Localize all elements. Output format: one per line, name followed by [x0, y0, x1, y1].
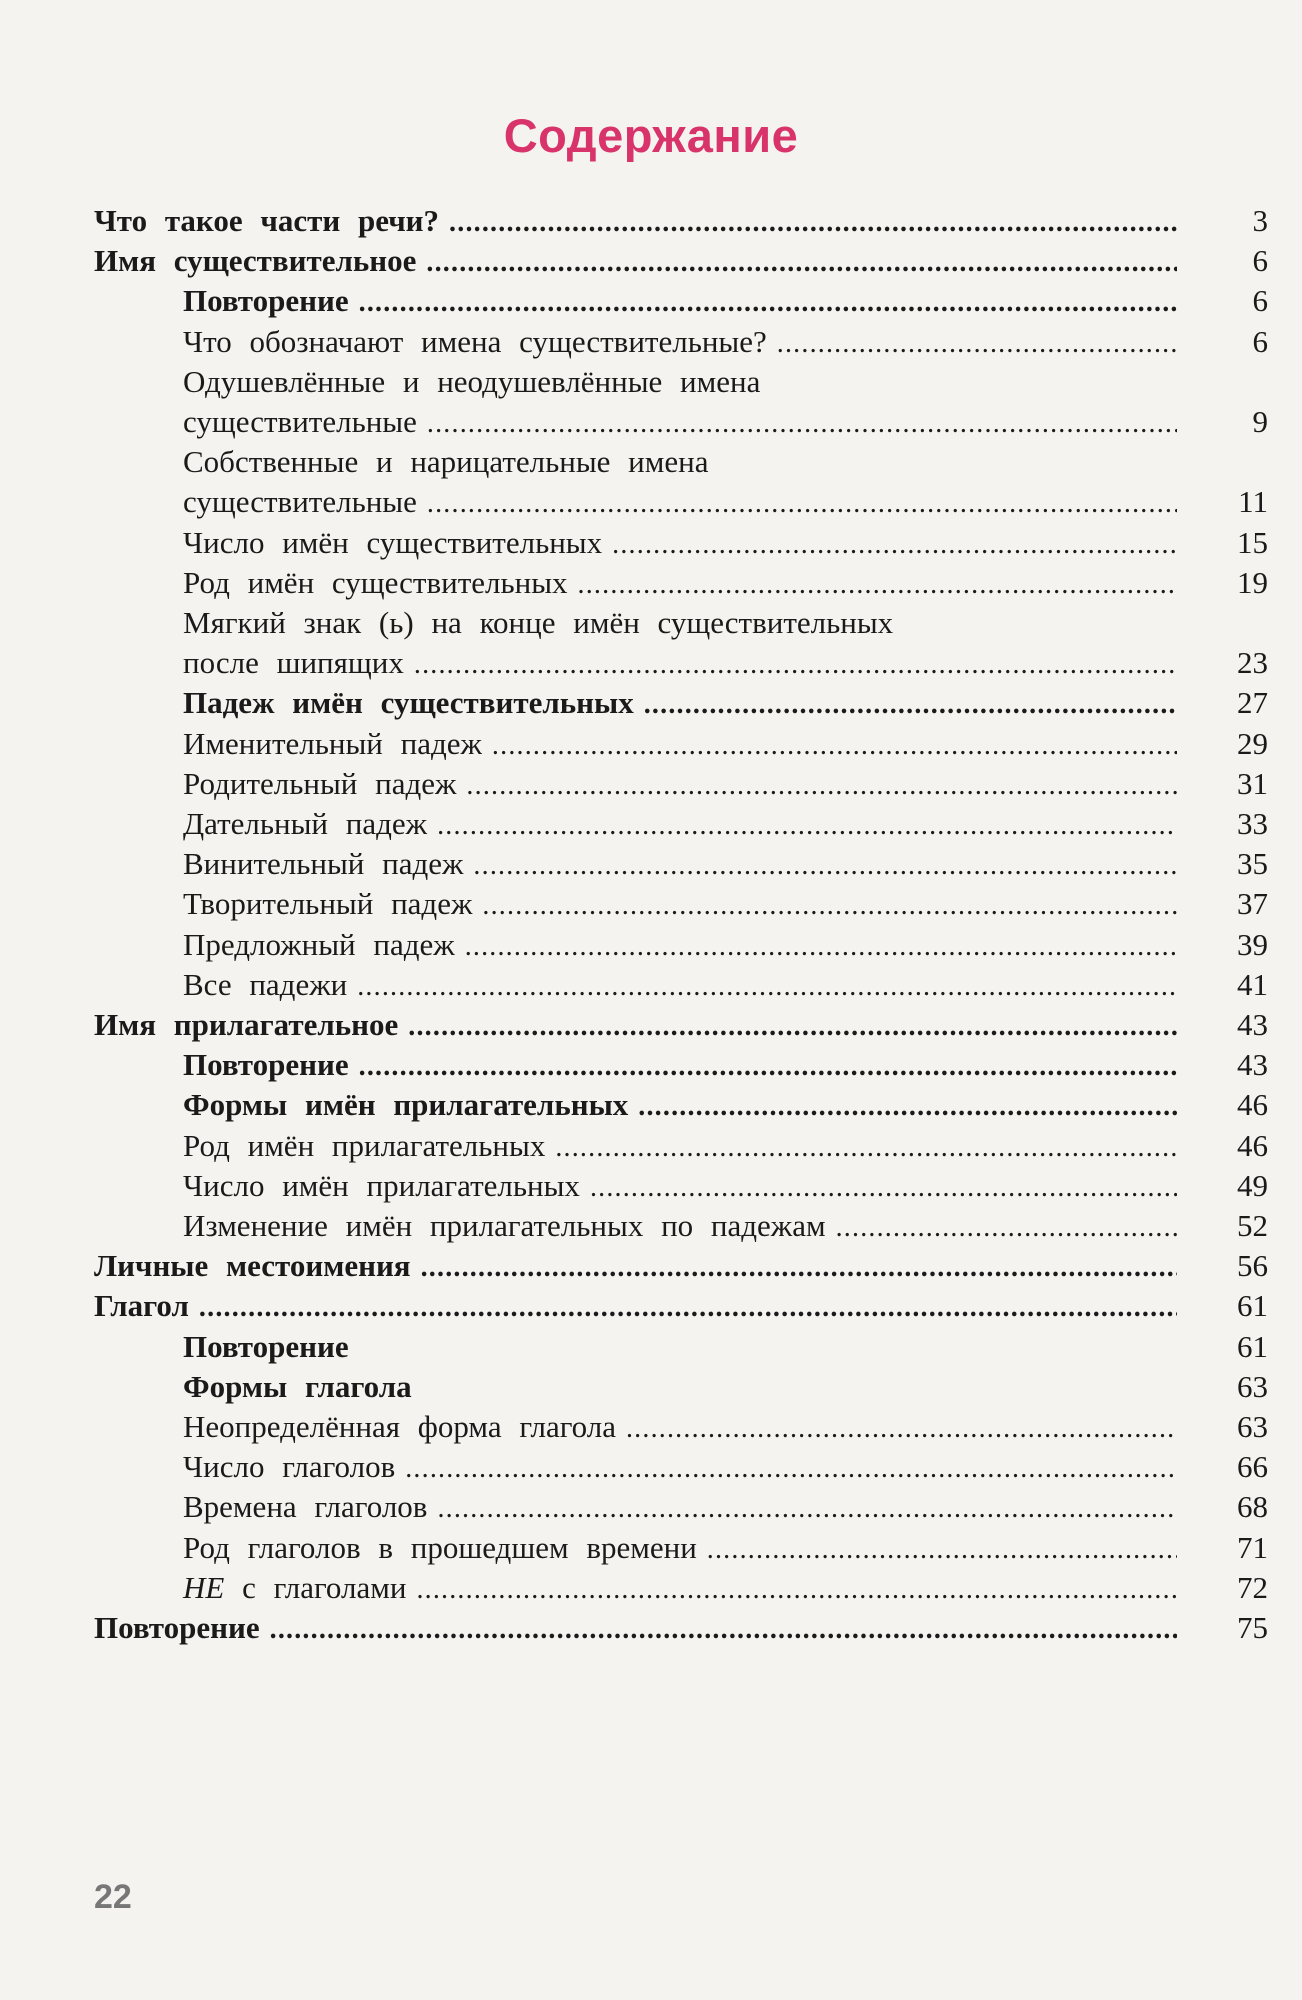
toc-entry-title: Предложный падеж [183, 926, 455, 962]
toc-entry [183, 966, 1268, 1005]
toc-dot-leader [466, 768, 1177, 804]
toc-entry-title: Род имён существительных [183, 564, 568, 600]
toc-entry-title: Неопределённая форма глагола [183, 1409, 616, 1444]
toc-entry-title: Повторение [183, 1328, 349, 1364]
toc-entry-title: Глагол [94, 1288, 189, 1324]
toc-entry [183, 1127, 1268, 1166]
toc-entry [183, 1449, 1268, 1487]
toc-entry [183, 926, 1268, 965]
toc-page-number: 63 [1237, 1409, 1268, 1444]
toc-page-number: 6 [1252, 283, 1268, 319]
toc-entry [183, 323, 1268, 362]
toc-entry-title: Мягкий знак (ь) на конце имён существительных [183, 605, 894, 640]
toc-page-number: 61 [1237, 1288, 1268, 1324]
toc-page-number: 33 [1237, 806, 1268, 841]
toc-dot-leader [427, 406, 1177, 442]
toc-entry [183, 1409, 1268, 1447]
toc-dot-leader [777, 326, 1177, 362]
toc-dot-leader [357, 969, 1177, 1005]
toc-entry [183, 645, 1268, 683]
toc-entry-title-italic: НЕ [183, 1569, 225, 1605]
toc-dot-leader [638, 1089, 1177, 1125]
toc-page-number: 41 [1237, 966, 1268, 1002]
toc-entry-title: Падеж имён существительных [183, 685, 634, 721]
toc-entry [183, 1047, 1268, 1085]
toc-page-number: 75 [1237, 1610, 1268, 1645]
toc-page-number: 15 [1237, 524, 1268, 560]
toc-entry-title: Повторение [183, 1047, 349, 1083]
toc-entry [183, 765, 1268, 804]
toc-dot-leader [405, 1451, 1177, 1487]
toc-entry [94, 203, 1268, 241]
toc-dot-leader [421, 1250, 1177, 1286]
toc-entry [183, 1167, 1268, 1206]
toc-dot-leader [590, 1170, 1177, 1206]
toc-page-number: 23 [1237, 645, 1268, 681]
toc-entry-title: Времена глаголов [183, 1489, 428, 1525]
toc-entry-title: Повторение [183, 283, 349, 319]
toc-entry [94, 1007, 1268, 1045]
toc-page-number: 46 [1237, 1127, 1268, 1163]
toc-entry-title: Все падежи [183, 966, 348, 1002]
toc-dot-leader [473, 848, 1177, 884]
toc-page-number: 3 [1252, 203, 1268, 238]
toc-entry-title: Число глаголов [183, 1449, 396, 1485]
toc-dot-leader [359, 285, 1177, 321]
toc-page-number: 49 [1237, 1167, 1268, 1203]
page-number: 22 [94, 1878, 132, 1916]
toc-dot-leader [555, 1130, 1177, 1166]
toc-dot-leader [359, 1049, 1177, 1085]
toc-page-number: 31 [1237, 765, 1268, 801]
toc-entry [94, 243, 1268, 281]
toc-dot-leader [482, 888, 1177, 924]
toc-dot-leader [449, 205, 1177, 241]
toc-dot-leader [578, 567, 1177, 603]
toc-dot-leader [416, 1572, 1177, 1608]
toc-entry-title: Что такое части речи? [94, 203, 440, 238]
toc-page-number: 39 [1237, 926, 1268, 962]
toc-dot-leader [707, 1532, 1177, 1568]
toc-page-number: 56 [1237, 1248, 1268, 1284]
toc-page-number: 27 [1237, 685, 1268, 721]
toc-entry-title: Число имён прилагательных [183, 1167, 580, 1203]
toc-entry [183, 685, 1268, 723]
toc-entry [183, 846, 1268, 884]
toc-page-number: 9 [1252, 404, 1268, 439]
toc-page-number: 61 [1237, 1328, 1268, 1364]
toc-entry-title: Что обозначают имена существительные? [183, 323, 767, 359]
toc-dot-leader [427, 486, 1177, 522]
toc-entry-title: Творительный падеж [183, 886, 473, 922]
toc-page-number: 71 [1237, 1529, 1268, 1565]
toc-dot-leader [644, 687, 1177, 723]
toc-page-number: 11 [1238, 484, 1268, 520]
toc-entry [94, 1248, 1268, 1286]
toc-entry [94, 1610, 1268, 1648]
toc-entry [183, 1208, 1268, 1246]
toc-entry [183, 283, 1268, 321]
toc-dot-leader [270, 1612, 1177, 1648]
toc-page-number: 68 [1237, 1489, 1268, 1525]
toc-page-number: 37 [1237, 886, 1268, 922]
toc-dot-leader [426, 245, 1177, 281]
toc-entry [183, 404, 1268, 442]
toc-entry-title: Родительный падеж [183, 765, 457, 801]
toc-page-number: 72 [1237, 1569, 1268, 1605]
toc-dot-leader [199, 1290, 1177, 1326]
toc-page-number: 43 [1237, 1007, 1268, 1042]
toc-entry-title: Повторение [94, 1610, 260, 1645]
toc-entry-title: НЕ с глаголами [183, 1569, 407, 1605]
toc-page-number: 35 [1237, 846, 1268, 882]
toc-entry [183, 806, 1268, 844]
toc-entry-title: Число имён существительных [183, 524, 603, 560]
toc-dot-leader [836, 1210, 1177, 1246]
toc-entry-title: Именительный падеж [183, 725, 482, 761]
toc-entry [183, 564, 1268, 603]
toc-page-number: 63 [1237, 1368, 1268, 1404]
toc-dot-leader [612, 527, 1177, 563]
toc-dot-leader [626, 1411, 1177, 1447]
toc-entry-title: Имя прилагательное [94, 1007, 399, 1042]
toc-entry-title: Личные местоимения [94, 1248, 411, 1284]
toc-dot-leader [465, 929, 1177, 965]
toc-entry [183, 725, 1268, 764]
toc-dot-leader [437, 1491, 1177, 1527]
toc-entry [183, 1328, 1268, 1365]
toc-dot-leader [414, 647, 1177, 683]
toc-entry [94, 1288, 1268, 1326]
toc-entry [183, 605, 1183, 641]
toc-entry-title: Изменение имён прилагательных по падежам [183, 1208, 826, 1243]
page-title: Содержание [503, 109, 799, 162]
toc-entry [183, 886, 1268, 924]
toc-dot-leader [408, 1009, 1177, 1045]
toc-entry [183, 364, 1183, 400]
toc-page-number: 43 [1237, 1047, 1268, 1083]
toc-entry-title: после шипящих [183, 645, 404, 681]
toc-entry-title: Винительный падеж [183, 846, 464, 882]
toc-entry [183, 1529, 1268, 1568]
toc-entry-title: существительные [183, 484, 417, 520]
toc-entry-title: Род глаголов в прошедшем времени [183, 1529, 697, 1565]
toc-entry [183, 524, 1268, 563]
toc-dot-leader [492, 728, 1177, 764]
toc-page-number: 6 [1252, 323, 1268, 359]
toc-entry-title: Формы имён прилагательных [183, 1087, 629, 1123]
toc-entry-title: Собственные и нарицательные имена [183, 444, 709, 480]
toc-entry [183, 484, 1268, 522]
toc-entry-title: Одушевлённые и неодушевлённые имена [183, 363, 761, 399]
toc-page-number: 19 [1237, 564, 1268, 600]
toc-entry-title: Формы глагола [183, 1368, 412, 1404]
toc-entry [183, 1368, 1268, 1405]
toc-entry [183, 1087, 1268, 1125]
toc-entry-title: Дательный падеж [183, 806, 428, 841]
toc-entry [183, 1489, 1268, 1527]
toc-page-number: 29 [1237, 725, 1268, 761]
toc-entry [183, 444, 1183, 480]
toc-page-number: 52 [1237, 1208, 1268, 1243]
toc-entry [183, 1569, 1268, 1608]
toc-dot-leader [437, 808, 1177, 844]
toc-page-number: 46 [1237, 1087, 1268, 1123]
toc-entry-title: Род имён прилагательных [183, 1127, 546, 1163]
toc-entry-title: Имя существительное [94, 243, 417, 279]
toc-page-number: 6 [1252, 243, 1268, 279]
toc-entry-title: существительные [183, 404, 417, 439]
toc-page-number: 66 [1237, 1449, 1268, 1485]
